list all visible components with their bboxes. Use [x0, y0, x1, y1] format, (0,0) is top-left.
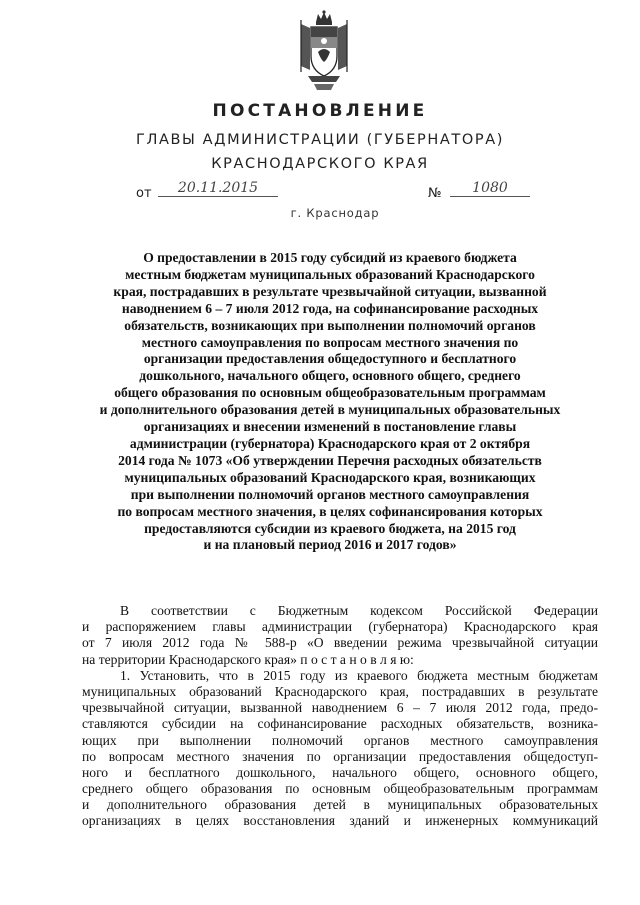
body-line: и дополнительного образования детей в муниципальных образовательных: [82, 797, 598, 813]
title-line: обязательств, возникающих при выполнении полномочий органов: [124, 317, 536, 333]
document-title: [60, 250, 600, 554]
title-line: организациях и внесении изменений в постановление главы: [143, 419, 517, 435]
body-line: В соответствии с Бюджетным кодексом Российской Федерации: [120, 603, 598, 618]
title-line: местным бюджетам муниципальных образований Краснодарского: [125, 266, 535, 282]
date-label: от: [136, 186, 152, 201]
city-label: г. Краснодар: [290, 206, 380, 220]
body-line: ставляются субсидии на софинансирование расходных обязательств, возника-: [82, 716, 598, 732]
title-line: наводнением 6 – 7 июля 2012 года, на софинансирование расходных: [121, 300, 539, 316]
title-line: администрации (губернатора) Краснодарского края от 2 октября: [129, 435, 531, 451]
document-type-heading: ПОСТАНОВЛЕНИЕ: [212, 101, 428, 121]
body-line: организациях в целях восстановления зданий и инженерных коммуникаций: [82, 813, 598, 829]
document-body: [82, 603, 598, 830]
coat-of-arms-icon: [298, 10, 350, 92]
body-line: от 7 июля 2012 года № 588-р «О введении режима чрезвычайной ситуации: [82, 635, 598, 651]
issuer-heading: ГЛАВЫ АДМИНИСТРАЦИИ (ГУБЕРНАТОРА): [136, 132, 504, 148]
title-line: О предоставлении в 2015 году субсидий из краевого бюджета: [143, 250, 517, 265]
title-line: края, пострадавших в результате чрезвычайной ситуации, вызванной: [113, 283, 547, 299]
title-line: 2014 года № 1073 «Об утверждении Перечня расходных обязательств: [118, 452, 542, 468]
title-line: по вопросам местного значения, в целях софинансирования которых: [117, 503, 543, 519]
date-value: 20.11.2015: [158, 180, 278, 197]
body-line: ющих при выполнении полномочий органов местного самоуправления: [82, 732, 598, 748]
title-line: организации предоставления общедоступного и бесплатного: [143, 351, 517, 367]
title-line: предоставляются субсидии из краевого бюджета, на 2015 год: [144, 520, 516, 536]
title-line: и на плановый период 2016 и 2017 годов»: [203, 537, 457, 553]
title-line: и дополнительного образования детей в муниципальных образовательных: [99, 402, 561, 418]
body-line: ного и бесплатного дошкольного, начального общего, основного общего,: [82, 764, 598, 780]
body-line: муниципальных образований Краснодарского края, пострадавших в результате: [82, 683, 598, 699]
title-line: дошкольного, начального общего, основного общего, среднего: [139, 368, 521, 384]
body-line: среднего общего образования по основным общеобразовательным программам: [82, 781, 598, 797]
title-line: при выполнении полномочий органов местного самоуправления: [130, 486, 530, 502]
title-line: общего образования по основным общеобразовательным программам: [114, 385, 546, 401]
title-line: местного самоуправления по вопросам местного значения по: [141, 334, 519, 350]
region-heading: КРАСНОДАРСКОГО КРАЯ: [211, 156, 429, 172]
title-line: муниципальных образований Краснодарского края, возникающих: [124, 469, 536, 485]
body-line: на территории Краснодарского края» п о с т а н о в л я ю:: [82, 651, 414, 667]
body-line: по вопросам местного значения по организации предоставления общедоступ-: [82, 748, 598, 764]
body-line: и распоряжением главы администрации (губернатора) Краснодарского края: [82, 619, 598, 635]
body-line: чрезвычайной ситуации, вызванной наводнением 6 – 7 июля 2012 года, предо-: [82, 700, 598, 716]
number-label: №: [428, 186, 442, 201]
number-value: 1080: [450, 180, 530, 197]
body-line: 1. Установить, что в 2015 году из краевого бюджета местным бюджетам: [120, 667, 598, 683]
